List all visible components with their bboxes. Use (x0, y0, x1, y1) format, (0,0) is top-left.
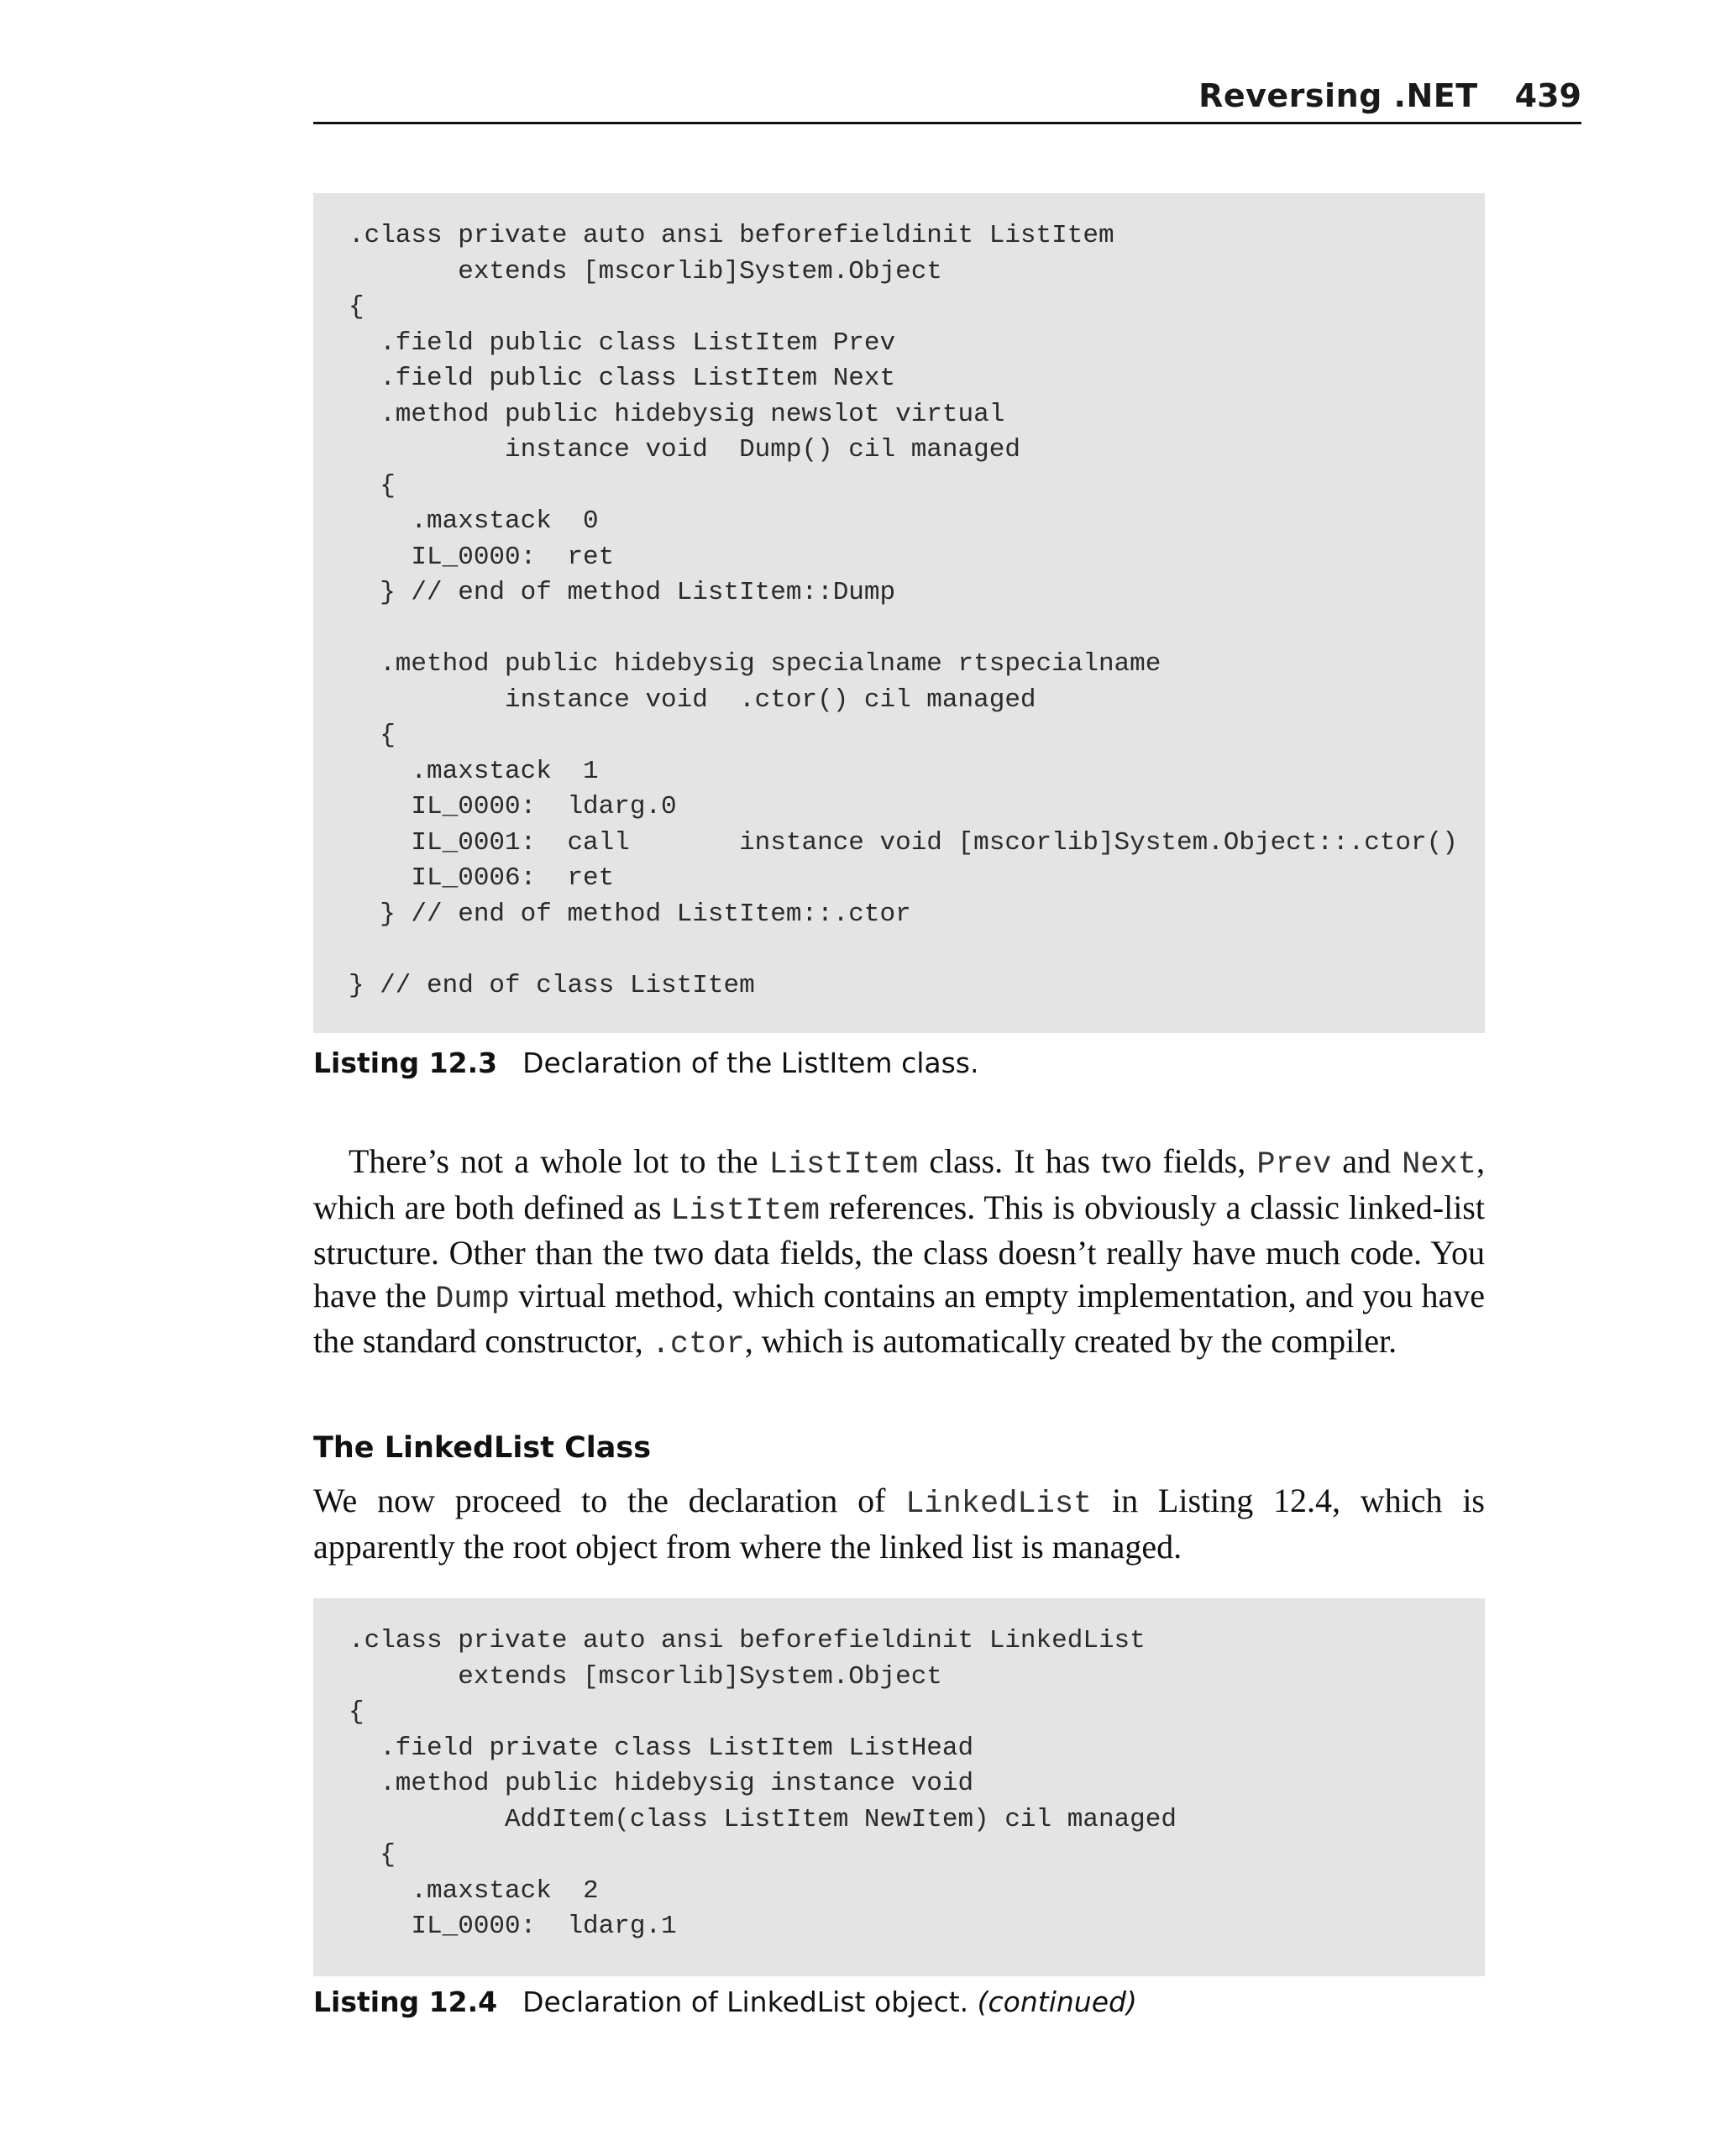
listing-caption-12-3 (313, 1047, 978, 1080)
code-listing-12-3-text: .class private auto ansi beforefieldinit ListItem extends [mscorlib]System.Object { .field public class ListItem Prev .field public class ListItem Next .method public hidebysig newslot virtual instance void Dump() cil managed { .maxstack 0 IL_0000: ret } // end of method ListItem::Dump .method public hidebysig specialname rtspecialname instance void .ctor() cil managed { .maxstack 1 IL_0000: ldarg.0 IL_0001: call instance void [mscorlib]System.Object::.ctor() IL_0006: ret } // end of method ListItem::.ctor } // end of class ListItem (349, 221, 1458, 1000)
paragraph-text: We now proceed to the declaration of (313, 1482, 906, 1519)
inline-code: ListItem (670, 1193, 821, 1229)
paragraph-text: references. This is obviously a classic linked-list structure. Other than the two data fields, the class doesn’t really have much code. You have the (313, 1188, 1485, 1314)
inline-code: ListItem (768, 1147, 919, 1183)
paragraph-text: class. It has two fields, (918, 1142, 1257, 1180)
paragraph-text: virtual method, which contains an empty implementation, and you have the standard constructor, (313, 1276, 1486, 1360)
page-number: 439 (1514, 77, 1581, 114)
inline-code: Dump (435, 1281, 510, 1317)
listing-caption-label: Listing 12.4 (313, 1986, 498, 2018)
listing-caption-label: Listing 12.3 (313, 1047, 498, 1079)
page-header (313, 77, 1581, 124)
body-paragraph-1 (313, 1141, 1485, 1367)
inline-code: Next (1402, 1147, 1476, 1183)
section-subheading: The LinkedList Class (313, 1431, 652, 1465)
code-listing-12-4-text: .class private auto ansi beforefieldinit LinkedList extends [mscorlib]System.Object { .field private class ListItem ListHead .method public hidebysig instance void AddItem(class ListItem NewItem) cil managed { .maxstack 2 IL_0000: ldarg.1 (349, 1626, 1177, 1941)
paragraph-text: in Listing 12.4, which is apparently the root object from where the linked list is managed. (313, 1482, 1486, 1566)
listing-caption-text: Declaration of LinkedList object. (522, 1986, 969, 2018)
listing-continued-note: (continued) (977, 1986, 1137, 2018)
paragraph-text: , which are both defined as (313, 1142, 1485, 1226)
code-listing-12-4 (313, 1598, 1485, 1976)
listing-caption-text: Declaration of the ListItem class. (522, 1047, 979, 1079)
inline-code: Prev (1256, 1147, 1332, 1183)
body-paragraph-2 (313, 1480, 1485, 1568)
paragraph-text: and (1331, 1142, 1403, 1180)
inline-code: .ctor (651, 1327, 745, 1362)
inline-code: LinkedList (905, 1487, 1093, 1522)
running-header-title: Reversing .NET (1198, 77, 1478, 114)
listing-caption-12-4 (313, 1986, 1137, 2019)
code-listing-12-3 (313, 193, 1485, 1033)
paragraph-text: There’s not a whole lot to the (349, 1142, 769, 1180)
paragraph-text: , which is automatically created by the compiler. (744, 1322, 1398, 1360)
